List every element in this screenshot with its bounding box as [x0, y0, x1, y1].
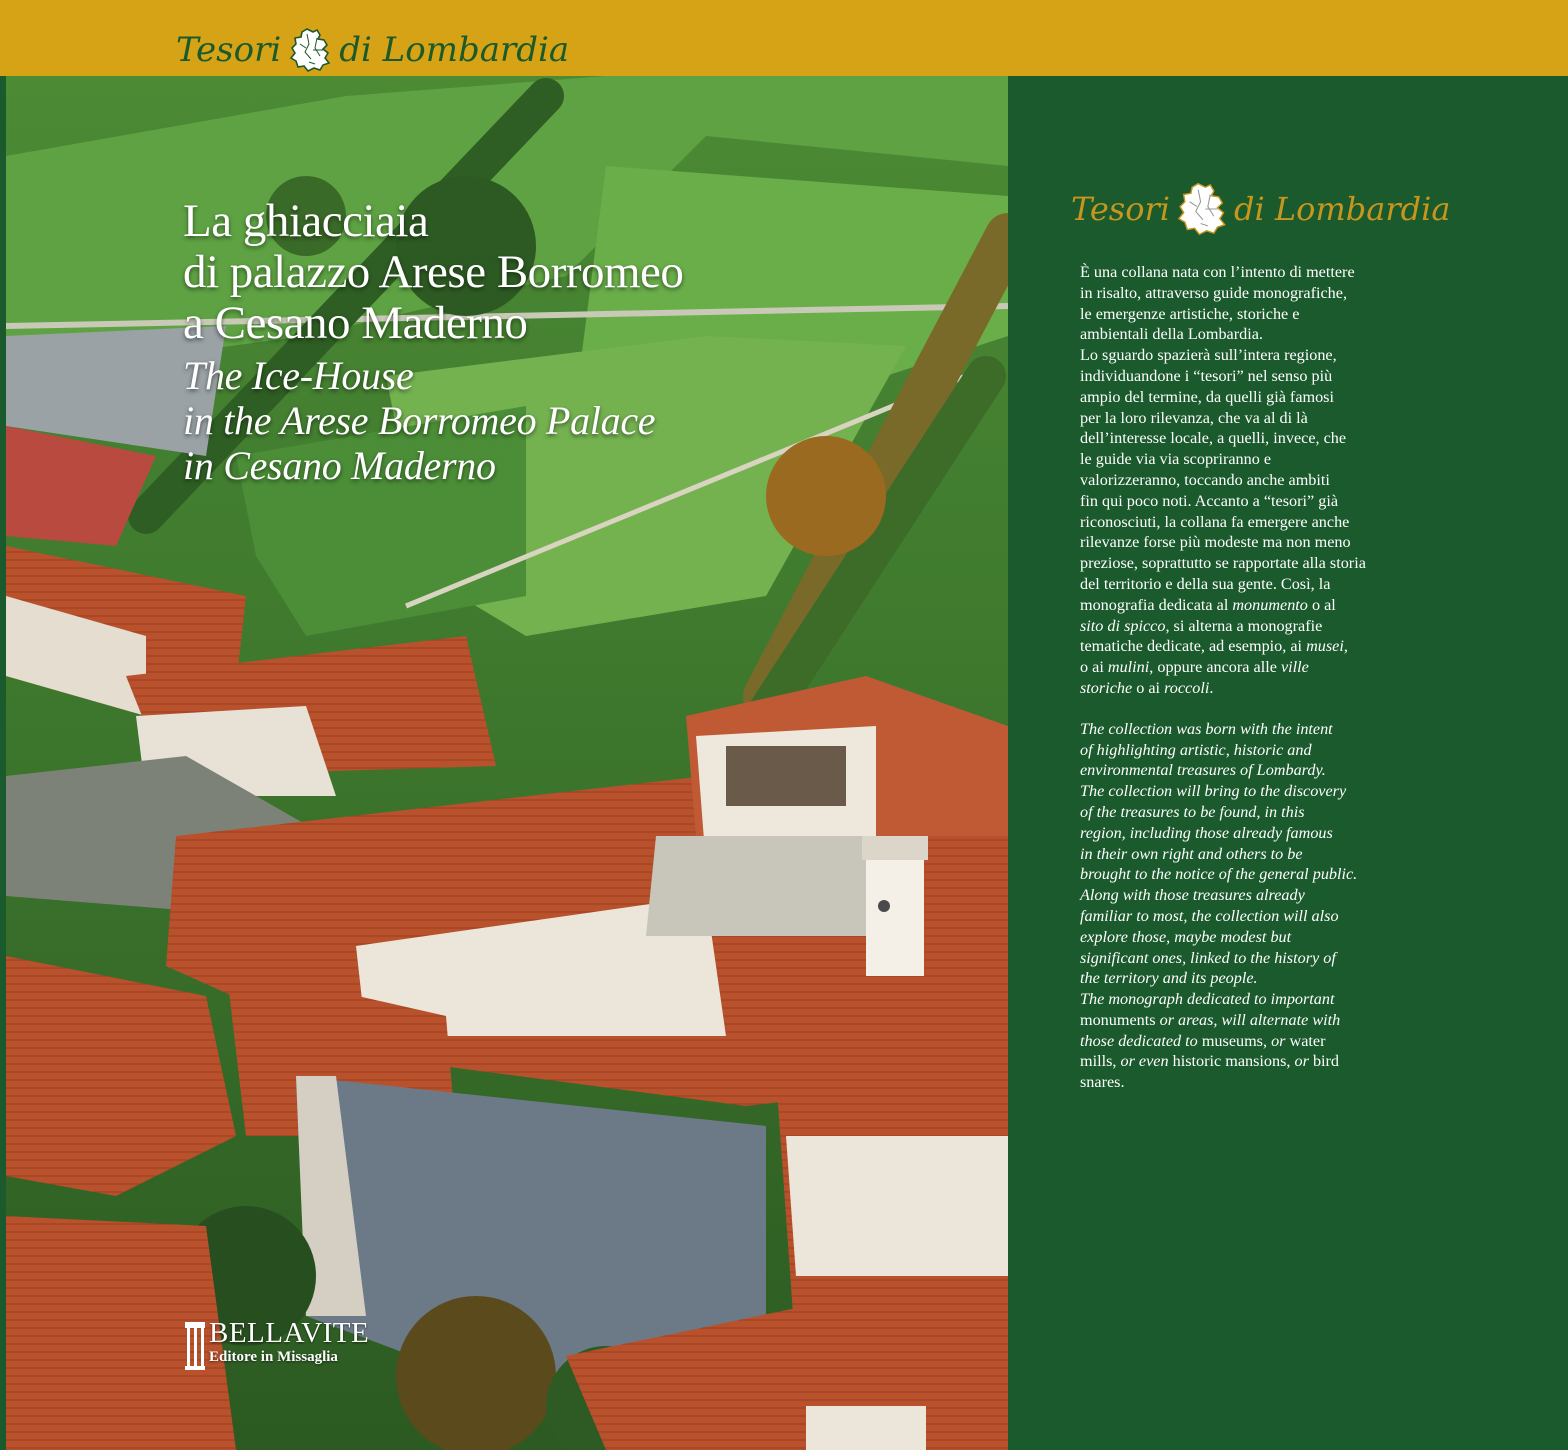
cover-title: [183, 196, 683, 488]
description-en-text-run: or: [1294, 1052, 1309, 1071]
description-it-text-run: fin qui poco noti. Accanto a “tesori” già: [1080, 491, 1339, 510]
description-en-line: [1080, 885, 1460, 906]
description-en-line: [1080, 989, 1460, 1010]
description-it-line: [1080, 428, 1460, 449]
description-en-text-run: museums,: [1197, 1031, 1272, 1050]
description-it-line: [1080, 470, 1460, 491]
description-en-line: [1080, 823, 1460, 844]
description-it-line: [1080, 324, 1460, 345]
description-it-text-run: preziose, soprattutto se rapportate alla storia: [1080, 554, 1366, 573]
description-it-text-run: Lo sguardo spazierà sull’intera regione,: [1080, 346, 1337, 365]
description-it-text-run: .: [1209, 678, 1214, 697]
description-it-line: [1080, 532, 1460, 553]
description-it-line: [1080, 408, 1460, 429]
description-it-line: [1080, 366, 1460, 387]
description-it-line: [1080, 283, 1460, 304]
description-en-text-run: or even: [1120, 1052, 1169, 1071]
description-en-text-run: familiar to most, the collection will also: [1080, 906, 1339, 925]
description-en-text-run: Along with those treasures already: [1080, 886, 1305, 905]
description-en-text-run: region, including those already famous: [1080, 823, 1333, 842]
description-en-line: [1080, 781, 1460, 802]
description-it-text-run: ampio del termine, da quelli già famosi: [1080, 387, 1334, 406]
description-en-line: [1080, 760, 1460, 781]
description-it-text-run: o ai: [1132, 678, 1165, 697]
publisher-logo: [183, 1318, 369, 1374]
description-en-line: [1080, 1031, 1460, 1052]
description-en-text-run: of highlighting artistic, historic and: [1080, 740, 1312, 759]
description-en-text-run: The collection was born with the intent: [1080, 719, 1333, 738]
description-it-line: [1080, 553, 1460, 574]
description-it-line: [1080, 345, 1460, 366]
description-it-text-run: riconosciuti, la collana fa emergere anche: [1080, 512, 1350, 531]
description-it-text-run: tematiche dedicate, ad esempio, ai: [1080, 637, 1307, 656]
description-en-line: [1080, 719, 1460, 740]
description-en-text-run: monuments: [1080, 1010, 1156, 1029]
description-en-line: [1080, 802, 1460, 823]
description-it-text-run: rilevanze forse più modeste ma non meno: [1080, 533, 1351, 552]
description-it-line: [1080, 512, 1460, 533]
description-it-text-run: , si alterna a monografie: [1165, 616, 1323, 635]
publisher-name: BELLAVITE: [209, 1317, 370, 1349]
description-en-text-run: explore those, maybe modest but: [1080, 927, 1292, 946]
description-it-text-run: ,: [1343, 637, 1348, 656]
description-en-line: [1080, 927, 1460, 948]
description-it-line: [1080, 262, 1460, 283]
description-it-line: [1080, 636, 1460, 657]
description-it-line: [1080, 449, 1460, 470]
description-it-text-run: del territorio e della sua gente. Così, la: [1080, 574, 1331, 593]
title-it-line-3: a Cesano Maderno: [183, 297, 528, 349]
description-en-text-run: significant ones, linked to the history of: [1080, 948, 1336, 967]
title-it-line-2: di palazzo Arese Borromeo: [183, 246, 684, 298]
description-it-text-run: monumento: [1232, 595, 1308, 614]
description-it-text-run: monografia dedicata al: [1080, 595, 1233, 614]
description-it-line: [1080, 574, 1460, 595]
description-en-line: [1080, 740, 1460, 761]
description-it-text-run: le guide via via scopriranno e: [1080, 450, 1272, 469]
publisher-subtitle: Editore in Missaglia: [209, 1349, 338, 1365]
paragraph-gap: [1080, 699, 1460, 719]
series-logo-back: [1071, 180, 1450, 238]
description-en-text-run: The collection will bring to the discovery: [1080, 782, 1347, 801]
description-it-text-run: per la loro rilevanza, che va al di là: [1080, 408, 1308, 427]
description-en-line: [1080, 906, 1460, 927]
description-en-text-run: or areas,: [1155, 1010, 1222, 1029]
description-en-text-run: mills,: [1080, 1052, 1121, 1071]
lombardy-map-icon: [1174, 180, 1232, 238]
description-english: [1080, 719, 1460, 1093]
description-it-line: [1080, 657, 1460, 678]
title-en-line-2: in the Arese Borromeo Palace: [183, 398, 656, 443]
description-it-text-run: dell’interesse locale, a quelli, invece, che: [1080, 429, 1347, 448]
description-it-text-run: o ai: [1080, 658, 1108, 677]
description-en-text-run: environmental treasures of Lombardy.: [1080, 761, 1326, 780]
description-it-text-run: sito di spicco: [1080, 616, 1166, 635]
title-en-line-3: in Cesano Maderno: [183, 443, 496, 488]
description-en-text-run: or: [1271, 1031, 1286, 1050]
description-it-line: [1080, 304, 1460, 325]
description-it-text-run: valorizzeranno, toccando anche ambiti: [1080, 470, 1330, 489]
description-it-line: [1080, 616, 1460, 637]
series-word-1: Tesori: [176, 30, 282, 70]
description-en-text-run: those dedicated to: [1080, 1031, 1198, 1050]
description-it-line: [1080, 387, 1460, 408]
description-en-line: [1080, 844, 1460, 865]
description-en-line: [1080, 948, 1460, 969]
title-en-line-1: The Ice-House: [183, 353, 414, 398]
description-it-line: [1080, 491, 1460, 512]
description-it-line: [1080, 678, 1460, 699]
description-it-text-run: storiche: [1080, 678, 1133, 697]
series-word-1: Tesori: [1071, 190, 1171, 228]
series-description: [1080, 262, 1460, 1093]
description-it-text-run: È una collana nata con l’intento di mettere: [1080, 263, 1355, 281]
description-en-line: [1080, 1010, 1460, 1031]
description-en-text-run: brought to the notice of the general public.: [1080, 865, 1358, 884]
description-en-text-run: in their own right and others to be: [1080, 844, 1303, 863]
description-it-text-run: ville: [1280, 658, 1309, 677]
description-en-line: [1080, 1072, 1460, 1093]
description-it-line: [1080, 595, 1460, 616]
description-it-text-run: musei: [1306, 637, 1344, 656]
description-it-text-run: , oppure ancora alle: [1149, 658, 1281, 677]
description-en-line: [1080, 1051, 1460, 1072]
description-en-text-run: the territory and its people.: [1080, 969, 1258, 988]
description-en-text-run: The monograph dedicated to important: [1080, 990, 1335, 1009]
description-italian: [1080, 262, 1460, 699]
series-logo: [176, 26, 569, 74]
series-word-2: di Lombardia: [339, 30, 570, 70]
description-it-text-run: roccoli: [1164, 678, 1210, 697]
description-en-text-run: of the treasures to be found, in this: [1080, 802, 1305, 821]
description-en-text-run: water: [1285, 1031, 1326, 1050]
description-en-line: [1080, 864, 1460, 885]
description-it-text-run: o al: [1307, 595, 1336, 614]
description-it-text-run: in risalto, attraverso guide monografiche,: [1080, 283, 1348, 302]
title-it-line-1: La ghiacciaia: [183, 195, 429, 247]
series-word-2: di Lombardia: [1234, 190, 1451, 228]
description-en-text-run: snares.: [1080, 1073, 1125, 1092]
description-en-text-run: will alternate with: [1221, 1010, 1341, 1029]
bellavite-emblem-icon: [183, 1318, 207, 1374]
description-it-text-run: ambientali della Lombardia.: [1080, 325, 1263, 344]
description-en-text-run: historic mansions,: [1168, 1052, 1295, 1071]
description-it-text-run: le emergenze artistiche, storiche e: [1080, 304, 1300, 323]
description-it-text-run: mulini: [1107, 658, 1150, 677]
description-it-text-run: individuandone i “tesori” nel senso più: [1080, 366, 1333, 385]
lombardy-map-icon: [287, 26, 335, 74]
description-en-text-run: bird: [1308, 1052, 1340, 1071]
description-en-line: [1080, 968, 1460, 989]
